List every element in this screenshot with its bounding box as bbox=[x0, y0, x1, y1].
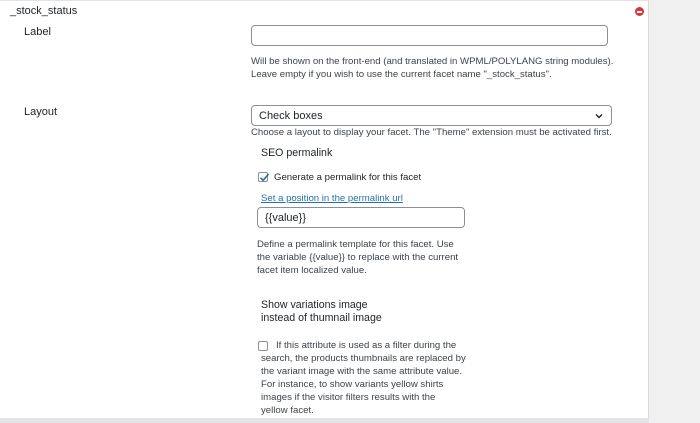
variations-heading-line: instead of thumnail image bbox=[261, 312, 382, 324]
seo-heading: SEO permalink bbox=[261, 147, 333, 159]
variations-help bbox=[276, 339, 456, 352]
remove-icon[interactable] bbox=[635, 7, 644, 16]
variations-checkbox[interactable] bbox=[258, 341, 268, 351]
layout-select-value: Check boxes bbox=[259, 109, 323, 122]
label-help-line: Leave empty if you wish to use the current facet name "_stock_status". bbox=[251, 69, 552, 80]
layout-help: Choose a layout to display your facet. The "Theme" extension must be activated first. bbox=[251, 127, 612, 138]
layout-select[interactable] bbox=[251, 105, 612, 126]
chevron-down-icon bbox=[594, 111, 604, 121]
seo-help-line: the variable {{value}} to replace with the current bbox=[257, 252, 459, 263]
variations-heading-line: Show variations image bbox=[261, 299, 368, 311]
label-help bbox=[251, 55, 613, 81]
generate-permalink-checkbox[interactable] bbox=[258, 172, 268, 182]
variations-help-line: If this attribute is used as a filter during the bbox=[276, 340, 457, 351]
seo-help-line: facet item localized value. bbox=[257, 265, 367, 276]
permalink-template-input[interactable]: {{value}} bbox=[257, 207, 465, 228]
generate-permalink-label[interactable]: Generate a permalink for this facet bbox=[274, 172, 422, 183]
layout-field-label: Layout bbox=[24, 106, 58, 118]
checkmark-icon bbox=[259, 172, 270, 183]
divider bbox=[0, 0, 649, 1]
label-help-line: Will be shown on the front-end (and translated in WPML/POLYLANG string modules). bbox=[251, 56, 614, 67]
variations-help-line: For instance, to show variants yellow shirts bbox=[261, 379, 444, 390]
variations-help-line: search, the products thumbnails are replaced by bbox=[261, 353, 466, 364]
horizontal-scrollbar[interactable] bbox=[0, 418, 649, 423]
variations-help-line: images if the visitor filters results with the bbox=[261, 392, 436, 403]
facet-title: _stock_status bbox=[10, 5, 78, 17]
variations-help-line: yellow facet. bbox=[261, 405, 314, 416]
set-position-link[interactable]: Set a position in the permalink url bbox=[261, 193, 403, 204]
variations-help-line: the variant image with the same attribute value. bbox=[261, 366, 463, 377]
variations-help bbox=[261, 352, 466, 417]
label-input[interactable] bbox=[251, 25, 608, 46]
variations-heading bbox=[261, 299, 382, 325]
label-field-label: Label bbox=[24, 26, 51, 38]
seo-help-line: Define a permalink template for this facet. Use bbox=[257, 239, 454, 250]
seo-help bbox=[257, 238, 458, 277]
